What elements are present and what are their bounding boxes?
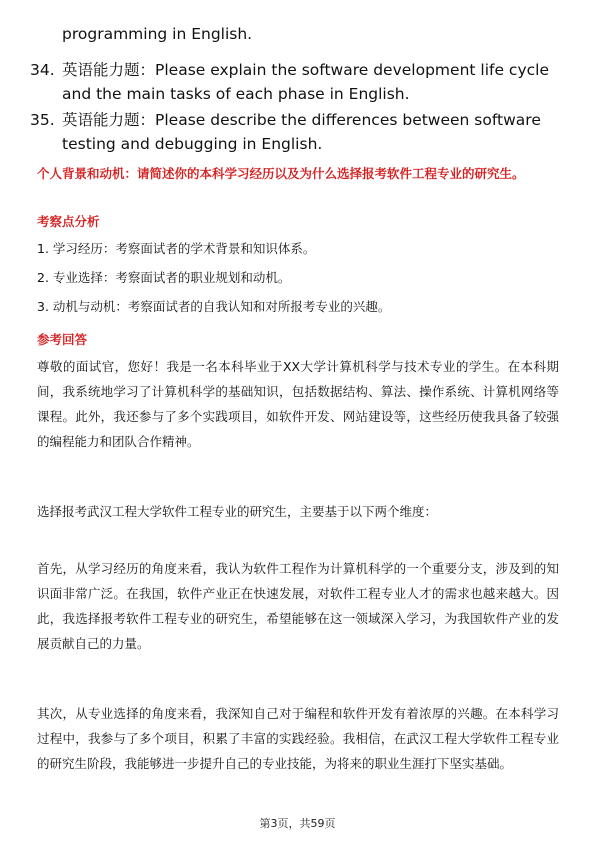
analysis-item: 1. 学习经历：考察面试者的学术背景和知识体系。 bbox=[37, 241, 316, 256]
section-heading: 个人背景和动机：请简述你的本科学习经历以及为什么选择报考软件工程专业的研究生。 bbox=[37, 166, 525, 181]
answer-paragraph: 首先，从学习经历的角度来看，我认为软件工程作为计算机科学的一个重要分支，涉及到的知识面非常广泛。在我国，软件产业正在快速发展，对软件工程专业人才的需求也越来越大。因此，我选择报考软件工程专业的研究生，希望能够在这一领域深入学习，为我国软件产业的发展贡献自己的力量。 bbox=[37, 561, 559, 651]
page-footer: 第3页，共59页 bbox=[259, 817, 336, 830]
answer-paragraph: 尊敬的面试官，您好！我是一名本科毕业于XX大学计算机科学与技术专业的学生。在本科期间，我系统地学习了计算机科学的基础知识，包括数据结构、算法、操作系统、计算机网络等课程。此外，我还参与了多个实践项目，如软件开发、网站建设等，这些经历使我具备了较强的编程能力和团队合作精神。 bbox=[37, 359, 559, 449]
question-text: 英语能力题：Please describe the differences between software testing and debugging in English. bbox=[62, 111, 541, 153]
question-text: 英语能力题：Please explain the software development life cycle and the main tasks of each phase in English. bbox=[62, 61, 549, 103]
question-35 bbox=[30, 108, 570, 156]
continued-question-text: programming in English. bbox=[62, 25, 253, 43]
analysis-item: 2. 专业选择：考察面试者的职业规划和动机。 bbox=[37, 270, 291, 285]
answer-heading: 参考回答 bbox=[37, 332, 88, 347]
answer-paragraph: 选择报考武汉工程大学软件工程专业的研究生，主要基于以下两个维度： bbox=[37, 504, 438, 519]
question-number: 34. bbox=[30, 61, 55, 79]
analysis-item: 3. 动机与动机：考察面试者的自我认知和对所报考专业的兴趣。 bbox=[37, 299, 391, 314]
question-34 bbox=[30, 58, 570, 106]
analysis-heading: 考察点分析 bbox=[37, 214, 100, 229]
answer-paragraph: 其次，从专业选择的角度来看，我深知自己对于编程和软件开发有着浓厚的兴趣。在本科学习过程中，我参与了多个项目，积累了丰富的实践经验。我相信，在武汉工程大学软件工程专业的研究生阶段，我能够进一步提升自己的专业技能，为将来的职业生涯打下坚实基础。 bbox=[37, 706, 559, 771]
question-number: 35. bbox=[30, 111, 55, 129]
